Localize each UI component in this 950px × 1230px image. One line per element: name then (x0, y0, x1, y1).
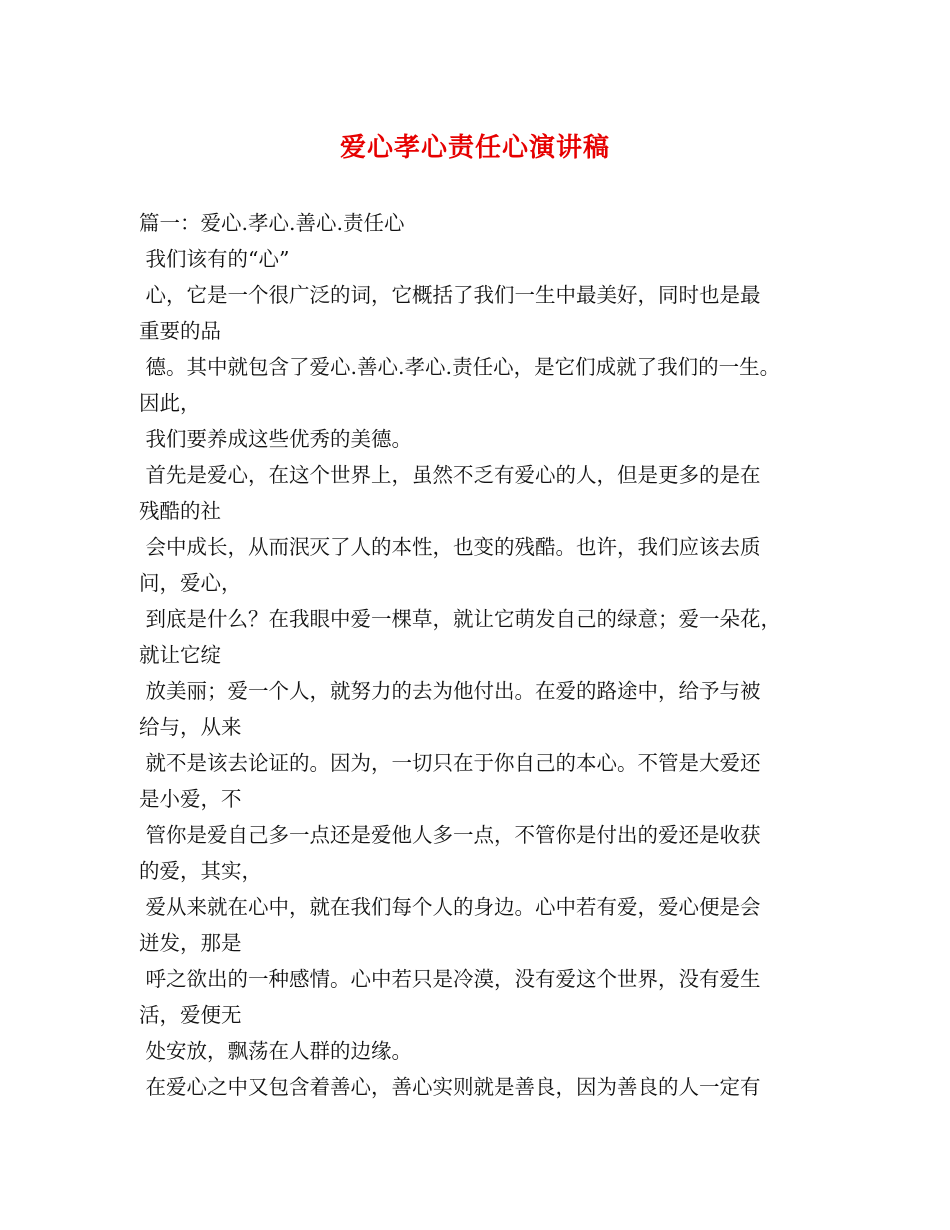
body-line: 在爱心之中又包含着善心，善心实则就是善良，因为善良的人一定有 (139, 1075, 761, 1099)
body-line: 管你是爱自己多一点还是爱他人多一点，不管你是付出的爱还是收获 (139, 823, 761, 847)
body-line: 首先是爱心，在这个世界上，虽然不乏有爱心的人，但是更多的是在 (139, 463, 761, 487)
body-line: 到底是什么？在我眼中爱一棵草，就让它萌发自己的绿意；爱一朵花， (139, 607, 782, 631)
body-line: 给与，从来 (139, 715, 242, 739)
body-line: 放美丽；爱一个人，就努力的去为他付出。在爱的路途中，给予与被 (139, 679, 761, 703)
body-line: 会中成长，从而泯灭了人的本性，也变的残酷。也许，我们应该去质 (139, 535, 761, 559)
document-title: 爱心孝心责任心演讲稿 (339, 133, 610, 163)
body-line: 我们该有的“心” (139, 247, 290, 271)
body-line: 就让它绽 (139, 643, 221, 667)
body-line: 活，爱便无 (139, 1003, 242, 1027)
body-line: 的爱，其实， (139, 859, 262, 883)
body-line: 重要的品 (139, 319, 221, 343)
body-line: 篇一：爱心.孝心.善心.责任心 (139, 211, 405, 235)
body-line: 问，爱心， (139, 571, 242, 595)
body-line: 残酷的社 (139, 499, 221, 523)
body-line: 爱从来就在心中，就在我们每个人的身边。心中若有爱，爱心便是会 (139, 895, 761, 919)
body-line: 德。其中就包含了爱心.善心.孝心.责任心，是它们成就了我们的一生。 (139, 355, 781, 379)
body-line: 是小爱，不 (139, 787, 242, 811)
body-line: 迸发，那是 (139, 931, 242, 955)
body-line: 就不是该去论证的。因为，一切只在于你自己的本心。不管是大爱还 (139, 751, 761, 775)
body-line: 因此， (139, 391, 201, 415)
body-line: 处安放，飘荡在人群的边缘。 (139, 1039, 413, 1063)
body-line: 我们要养成这些优秀的美德。 (139, 427, 413, 451)
body-line: 心，它是一个很广泛的词，它概括了我们一生中最美好，同时也是最 (139, 283, 761, 307)
body-line: 呼之欲出的一种感情。心中若只是冷漠，没有爱这个世界，没有爱生 (139, 967, 761, 991)
document-body (139, 205, 829, 1105)
